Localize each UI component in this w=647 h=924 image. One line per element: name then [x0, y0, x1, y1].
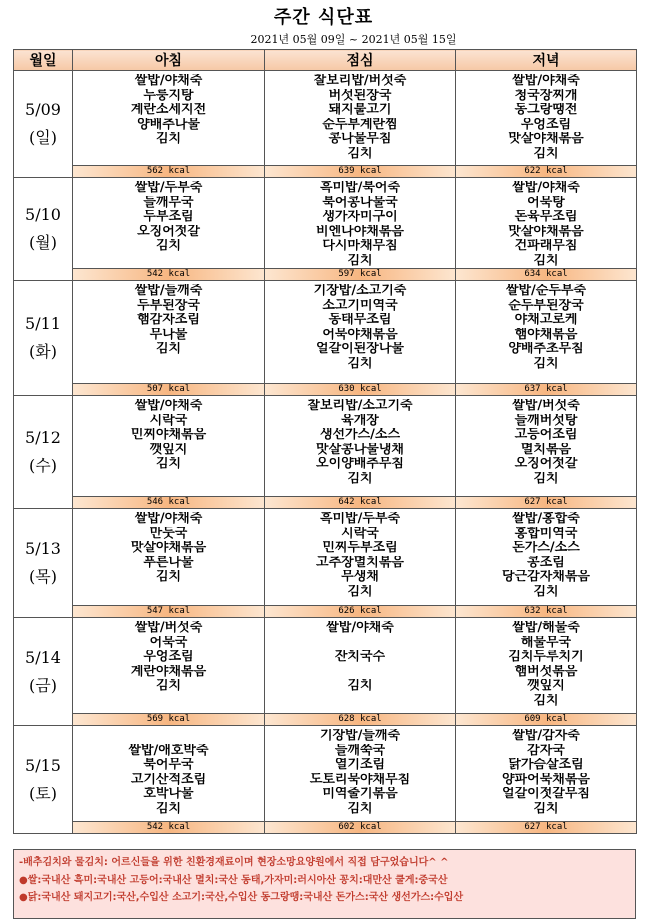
- lunch-item: 김치: [347, 146, 373, 161]
- lunch-item: 북어콩나물국: [322, 195, 398, 210]
- kcal-row: [14, 714, 637, 726]
- day-weekday: (금): [29, 675, 57, 695]
- day-row: [14, 396, 637, 497]
- dinner-cell: [456, 726, 637, 822]
- breakfast-cell: [73, 178, 265, 269]
- kcal-cell: [73, 269, 265, 281]
- lunch-item: 찰보리밥/버섯죽: [313, 74, 407, 88]
- kcal-cell: [265, 384, 456, 396]
- breakfast-item: 김치: [155, 342, 182, 356]
- breakfast-item: 쌀밥/야채죽: [134, 74, 203, 88]
- breakfast-item: 쌀밥/버섯죽: [134, 621, 203, 635]
- lunch-cell: [265, 71, 456, 166]
- lunch-item: 열기조림: [334, 758, 386, 772]
- dinner-item: 김치: [533, 584, 559, 599]
- day-weekday: (월): [29, 233, 57, 252]
- lunch-cell: [265, 509, 456, 606]
- day-row: [14, 281, 637, 384]
- breakfast-item: 푸른나물: [143, 555, 194, 570]
- breakfast-item: 양배추나물: [137, 117, 200, 132]
- lunch-item: 김치: [347, 471, 373, 486]
- kcal-value: 622 kcal: [524, 166, 568, 176]
- breakfast-item: 김치: [155, 801, 182, 816]
- lunch-item: 맛살콩나물냉채: [316, 442, 404, 457]
- lunch-item: 무생채: [341, 570, 379, 584]
- day-row: [14, 509, 637, 606]
- kcal-cell: [73, 606, 265, 618]
- lunch-item: 기장밥/소고기죽: [313, 284, 407, 298]
- lunch-cell: [265, 396, 456, 497]
- kcal-value: 542 kcal: [146, 822, 191, 832]
- breakfast-item: 누룽지탕: [143, 88, 194, 103]
- lunch-item: 다시마채무침: [322, 239, 398, 253]
- kcal-row: [14, 166, 637, 178]
- breakfast-item: 오징어젓갈: [137, 224, 200, 239]
- kcal-cell: [265, 269, 456, 281]
- day-date: 5/11: [25, 314, 61, 333]
- kcal-cell: [73, 497, 265, 509]
- lunch-item: 민찌두부조림: [322, 541, 398, 555]
- lunch-item: 얼갈이된장나물: [316, 342, 404, 356]
- kcal-value: 562 kcal: [146, 166, 191, 176]
- dinner-item: 맛살야채볶음: [508, 132, 584, 146]
- kcal-value: 627 kcal: [524, 822, 568, 832]
- page-title: 주간 식단표: [273, 7, 374, 28]
- kcal-row: [14, 606, 637, 618]
- breakfast-cell: [73, 726, 265, 822]
- breakfast-item: 만둣국: [149, 526, 188, 541]
- lunch-item: 김치: [347, 584, 373, 599]
- dinner-item: 햄야채볶음: [514, 327, 578, 342]
- dinner-item: 감자국: [527, 743, 565, 758]
- dinner-item: 고등어조림: [514, 428, 578, 442]
- breakfast-item: 김치: [155, 132, 182, 146]
- lunch-cell: [265, 178, 456, 269]
- lunch-item: 어묵야채볶음: [322, 327, 398, 342]
- breakfast-item: 고기산적조림: [130, 772, 207, 787]
- day-date: 5/09: [25, 100, 61, 119]
- kcal-cell: [265, 497, 456, 509]
- lunch-item: 시락국: [341, 526, 379, 541]
- lunch-item: 비엔나야채볶음: [316, 224, 404, 239]
- menu-table: [13, 49, 637, 834]
- dinner-item: 쌀밥/순두부죽: [505, 284, 587, 298]
- kcal-value: 632 kcal: [524, 606, 568, 616]
- breakfast-item: 우엉조림: [143, 650, 194, 664]
- day-weekday: (수): [29, 456, 57, 475]
- kcal-row: [14, 384, 637, 396]
- kcal-cell: [265, 822, 456, 834]
- dinner-item: 어묵탕: [527, 195, 565, 210]
- breakfast-item: 쌀밥/야채죽: [134, 512, 203, 526]
- lunch-item: 기장밥/들깨죽: [319, 729, 401, 743]
- kcal-value: 542 kcal: [146, 269, 191, 279]
- kcal-value: 626 kcal: [338, 606, 382, 616]
- day-date: 5/14: [25, 647, 61, 667]
- kcal-value: 637 kcal: [524, 384, 568, 394]
- lunch-item: 소고기미역국: [322, 298, 398, 313]
- breakfast-item: 쌀밥/두부죽: [134, 181, 203, 195]
- day-cell: [14, 726, 73, 834]
- lunch-item: 잔치국수: [334, 650, 386, 664]
- breakfast-item: 민찌야채볶음: [130, 428, 207, 442]
- lunch-item: [265, 665, 455, 680]
- kcal-row: [14, 269, 637, 281]
- note-origin-2: ●닭:국내산 돼지고기:국산,수입산 소고기:국산,수입산 동그랑땡:국내산 돈가스:국산 생선가스:수입산: [19, 892, 464, 903]
- breakfast-item: 호박나물: [143, 787, 194, 801]
- lunch-item: 생가자미구이: [322, 210, 398, 224]
- kcal-cell: [456, 606, 637, 618]
- dinner-cell: [456, 509, 637, 606]
- lunch-item: 들깨쑥국: [334, 743, 386, 758]
- breakfast-item: 들깨무국: [143, 195, 194, 210]
- lunch-item: 돼지불고기: [328, 103, 392, 117]
- dinner-item: 해물무국: [520, 635, 572, 650]
- breakfast-item: 쌀밥/들깨죽: [134, 284, 203, 298]
- day-row: [14, 618, 637, 714]
- breakfast-item: 계란야채볶음: [130, 664, 207, 679]
- dinner-item: 쌀밥/버섯죽: [512, 399, 580, 413]
- header-lunch: 점심: [265, 50, 456, 71]
- breakfast-item: 김치: [155, 570, 182, 584]
- lunch-item: 찰보리밥/소고기죽: [307, 399, 413, 413]
- breakfast-item: 북어무국: [143, 758, 194, 772]
- dinner-cell: [456, 71, 637, 166]
- breakfast-item: 깻잎지: [149, 442, 188, 457]
- day-row: [14, 178, 637, 269]
- dinner-cell: [456, 618, 637, 714]
- kcal-row: [14, 822, 637, 834]
- header-dinner: 저녁: [456, 50, 637, 71]
- breakfast-item: 김치: [155, 457, 182, 471]
- dinner-item: 오징어젓갈: [514, 457, 578, 471]
- kcal-cell: [73, 822, 265, 834]
- kcal-value: 507 kcal: [146, 384, 191, 394]
- dinner-cell: [456, 281, 637, 384]
- day-cell: [14, 178, 73, 281]
- breakfast-item: 계란소세지전: [130, 103, 207, 117]
- dinner-item: 햄버섯볶음: [514, 664, 578, 679]
- breakfast-cell: [73, 618, 265, 714]
- breakfast-item: [73, 729, 264, 744]
- dinner-item: 멸치볶음: [520, 442, 572, 457]
- kcal-cell: [456, 714, 637, 726]
- kcal-cell: [73, 166, 265, 178]
- lunch-item: 흑미밥/북어죽: [319, 181, 401, 195]
- day-weekday: (화): [29, 342, 57, 361]
- lunch-item: 도토리묵야채무침: [309, 772, 411, 787]
- lunch-item: 김치: [347, 356, 373, 371]
- kcal-cell: [456, 497, 637, 509]
- dinner-item: 김치: [533, 471, 559, 486]
- day-cell: [14, 618, 73, 726]
- dinner-item: 쌀밥/홍합죽: [512, 512, 580, 526]
- kcal-value: 597 kcal: [338, 269, 382, 279]
- breakfast-item: 무나물: [149, 327, 188, 342]
- lunch-item: 동태무조림: [328, 313, 392, 327]
- dinner-item: 김치두루치기: [508, 650, 584, 664]
- breakfast-item: 시락국: [149, 413, 188, 428]
- dinner-item: 양파어묵채볶음: [502, 772, 590, 787]
- breakfast-item: 쌀밥/야채죽: [134, 399, 203, 413]
- date-range: 2021년 05월 09일 ~ 2021년 05월 15일: [250, 33, 457, 46]
- day-date: 5/10: [25, 205, 61, 224]
- dinner-item: 김치: [533, 801, 559, 816]
- dinner-item: 동그랑땡전: [514, 103, 578, 117]
- header-breakfast: 아침: [73, 50, 265, 71]
- kcal-cell: [456, 269, 637, 281]
- dinner-item: 야채고로케: [514, 313, 578, 327]
- day-row: [14, 71, 637, 166]
- kcal-value: 602 kcal: [338, 822, 382, 832]
- dinner-item: 맛살야채볶음: [508, 224, 584, 239]
- day-date: 5/13: [25, 539, 61, 558]
- kcal-cell: [73, 384, 265, 396]
- day-cell: [14, 71, 73, 178]
- kcal-value: 609 kcal: [524, 714, 568, 724]
- dinner-item: 순두부된장국: [508, 298, 584, 313]
- day-weekday: (일): [29, 128, 57, 147]
- lunch-item: 미역줄기볶음: [322, 787, 398, 801]
- kcal-cell: [456, 822, 637, 834]
- note-kimchi: -배추김치와 물김치: 어르신들을 위한 친환경재료이며 현장소망요양원에서 직접 담구었습니다^ ^: [19, 857, 449, 868]
- menu-body: [14, 71, 637, 834]
- dinner-item: 쌀밥/해물죽: [512, 621, 580, 635]
- kcal-value: 569 kcal: [146, 714, 191, 724]
- lunch-item: 육개장: [341, 413, 379, 428]
- dinner-item: 김치: [533, 356, 559, 371]
- dinner-item: 쌀밥/야채죽: [512, 181, 580, 195]
- dinner-item: 건파래무침: [514, 239, 578, 253]
- breakfast-cell: [73, 71, 265, 166]
- breakfast-item: 햄감자조림: [137, 313, 200, 327]
- day-weekday: (목): [29, 567, 57, 586]
- kcal-value: 642 kcal: [338, 497, 382, 507]
- breakfast-cell: [73, 281, 265, 384]
- breakfast-item: 김치: [155, 679, 182, 693]
- dinner-item: 들깨버섯탕: [514, 413, 578, 428]
- lunch-item: 콩나물무침: [328, 132, 392, 146]
- dinner-item: 돈가스/소스: [512, 541, 580, 555]
- breakfast-item: 어묵국: [149, 635, 188, 650]
- dinner-item: 깻잎지: [527, 679, 565, 693]
- dinner-item: 콩조림: [527, 555, 565, 570]
- lunch-item: 쌀밥/야채죽: [326, 621, 394, 635]
- kcal-cell: [456, 384, 637, 396]
- dinner-cell: [456, 396, 637, 497]
- lunch-item: [265, 636, 455, 651]
- dinner-cell: [456, 178, 637, 269]
- breakfast-item: 김치: [155, 239, 182, 253]
- lunch-cell: [265, 726, 456, 822]
- lunch-item: 김치: [347, 253, 373, 268]
- kcal-value: 634 kcal: [524, 269, 568, 279]
- kcal-value: 547 kcal: [146, 606, 191, 616]
- lunch-cell: [265, 618, 456, 714]
- kcal-value: 630 kcal: [338, 384, 382, 394]
- kcal-value: 639 kcal: [338, 166, 382, 176]
- breakfast-item: 두부조림: [143, 210, 194, 224]
- breakfast-item: 두부된장국: [137, 298, 200, 313]
- notes-box: [13, 849, 636, 919]
- lunch-item: 버섯된장국: [328, 88, 392, 103]
- dinner-item: 우엉조림: [520, 117, 572, 132]
- dinner-item: 양배추초무침: [508, 342, 584, 356]
- kcal-cell: [456, 166, 637, 178]
- dinner-item: 김치: [533, 146, 559, 161]
- dinner-item: 돈육무조림: [514, 210, 578, 224]
- lunch-cell: [265, 281, 456, 384]
- kcal-value: 546 kcal: [146, 497, 191, 507]
- dinner-item: 얼갈이젓갈무침: [502, 787, 590, 801]
- kcal-cell: [265, 606, 456, 618]
- dinner-item: 닭가슴살조림: [508, 758, 584, 772]
- header-day: 월일: [14, 50, 73, 71]
- lunch-item: 김치: [347, 679, 373, 693]
- day-cell: [14, 509, 73, 618]
- day-row: [14, 726, 637, 822]
- dinner-item: 홍합미역국: [514, 526, 578, 541]
- kcal-row: [14, 497, 637, 509]
- kcal-cell: [73, 714, 265, 726]
- dinner-item: 김치: [533, 693, 559, 708]
- breakfast-item: 쌀밥/애호박죽: [128, 743, 209, 758]
- breakfast-item: 맛살야채볶음: [130, 541, 207, 555]
- day-cell: [14, 281, 73, 396]
- kcal-value: 627 kcal: [524, 497, 568, 507]
- breakfast-cell: [73, 396, 265, 497]
- breakfast-cell: [73, 509, 265, 606]
- lunch-item: 고추장멸치볶음: [316, 555, 404, 570]
- dinner-item: 쌀밥/감자죽: [512, 729, 580, 743]
- dinner-item: 청국장찌개: [514, 88, 578, 103]
- day-date: 5/12: [25, 428, 61, 447]
- dinner-item: 김치: [533, 253, 559, 268]
- lunch-item: 생선가스/소스: [319, 428, 401, 442]
- kcal-cell: [265, 166, 456, 178]
- note-origin-1: ●쌀:국내산 흑미:국내산 고등어:국내산 멸치:국산 동태,가자미:러시아산 꽁치:대만산 쿨게:중국산: [19, 874, 448, 886]
- kcal-value: 628 kcal: [338, 714, 382, 724]
- dinner-item: 쌀밥/야채죽: [512, 74, 580, 88]
- lunch-item: 흑미밥/두부죽: [319, 512, 401, 526]
- day-cell: [14, 396, 73, 509]
- lunch-item: 김치: [347, 801, 373, 816]
- kcal-cell: [265, 714, 456, 726]
- lunch-item: 순두부계란찜: [322, 117, 398, 132]
- day-date: 5/15: [25, 755, 61, 775]
- lunch-item: 오이양배추무침: [316, 457, 404, 471]
- day-weekday: (토): [29, 783, 57, 803]
- dinner-item: 당근감자채볶음: [502, 570, 590, 584]
